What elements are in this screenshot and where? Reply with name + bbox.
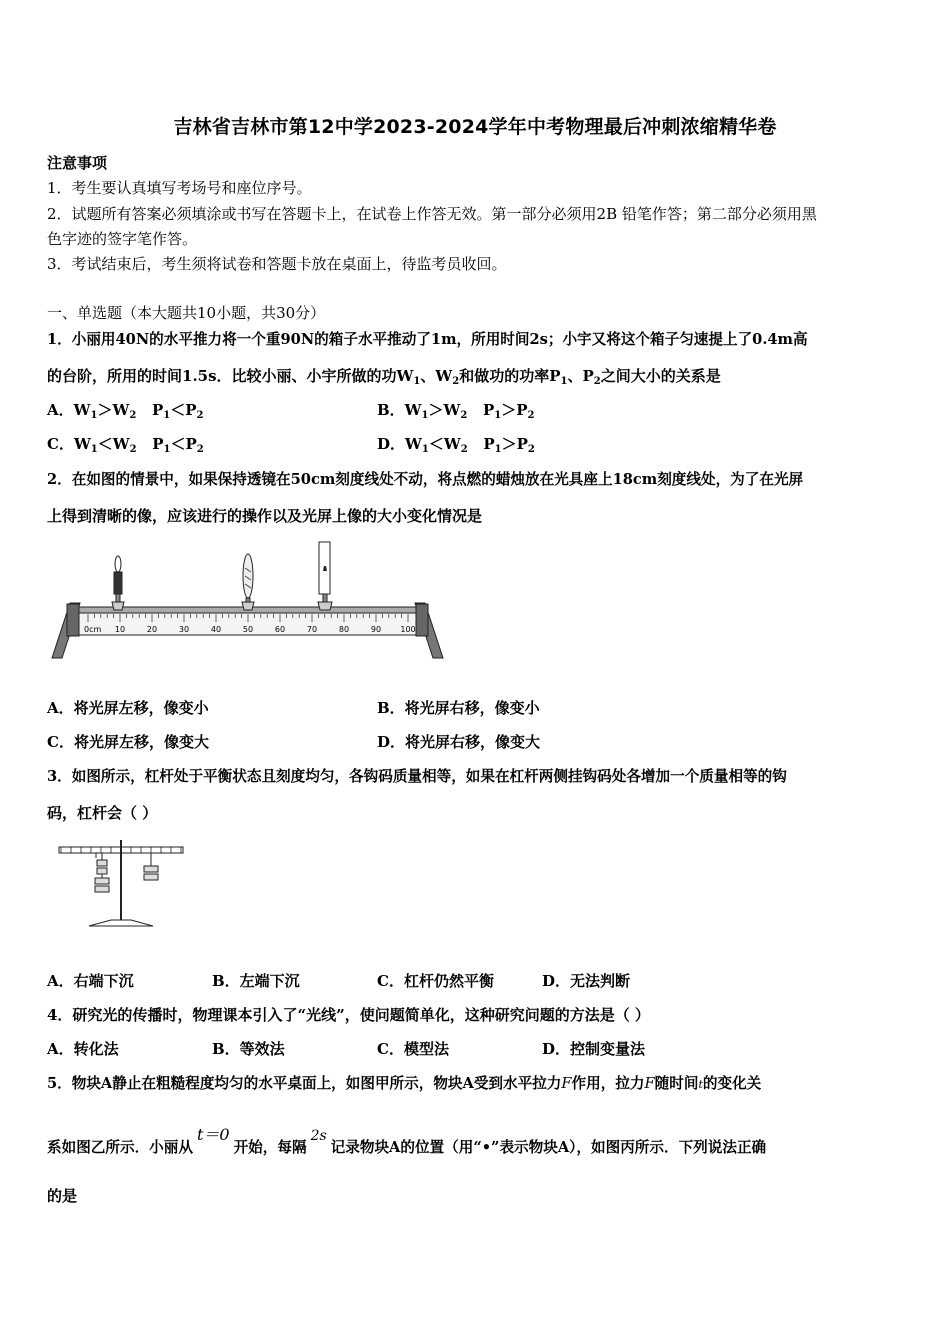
ruler-tick-label: 70 xyxy=(306,625,318,634)
ruler-tick-label: 10 xyxy=(114,625,126,634)
q1-stem-line2: 的台阶，所用的时间1.5s．比较小丽、小宇所做的功$W_1$、$W_2$和做功的功率$P_1$、$P_2$之间大小的关系是 xyxy=(47,367,721,387)
q3-option-a[interactable]: A．右端下沉 xyxy=(47,972,134,990)
q3-option-c[interactable]: C．杠杆仍然平衡 xyxy=(377,972,494,990)
ruler-tick-label: 60 xyxy=(274,625,286,634)
q2-option-c[interactable]: C．将光屏左移，像变大 xyxy=(47,733,209,751)
q1-option-a[interactable]: A．$W_1>W_2$ $P_1<P_2$ xyxy=(47,401,204,421)
lever-base xyxy=(89,920,153,926)
q1-option-d[interactable]: D．$W_1<W_2$ $P_1>P_2$ xyxy=(377,435,535,455)
q2-option-b[interactable]: B．将光屏右移，像变小 xyxy=(377,699,540,717)
weight-left-near-1 xyxy=(97,860,107,866)
q4-option-a[interactable]: A．转化法 xyxy=(47,1040,119,1058)
q5-stem-line3: 的是 xyxy=(47,1187,78,1205)
q4-option-c[interactable]: C．模型法 xyxy=(377,1040,449,1058)
page-title: 吉林省吉林市第12中学2023-2024学年中考物理最后冲刺浓缩精华卷 xyxy=(173,116,777,138)
ruler-tick-label: 90 xyxy=(370,625,382,634)
q4-stem: 4．研究光的传播时，物理课本引入了“光线”，使问题简单化，这种研究问题的方法是（ ） xyxy=(47,1006,650,1024)
q1-option-b[interactable]: B．$W_1>W_2$ $P_1>P_2$ xyxy=(377,401,535,421)
weight-right-1 xyxy=(144,866,158,872)
optical-bench-figure xyxy=(50,538,450,663)
section-heading: 一、单选题（本大题共10小题，共30分） xyxy=(47,304,326,322)
q4-option-b[interactable]: B．等效法 xyxy=(212,1040,285,1058)
weight-left-near-2 xyxy=(97,868,107,874)
bench-right-end xyxy=(416,604,428,636)
q5-stem-line2: 系如图乙所示．小丽从t＝0开始，每隔2s记录物块A的位置（用“•”表示物块A），如图丙所示．下列说法正确 xyxy=(47,1125,767,1156)
bench-left-end xyxy=(67,604,79,636)
notice-item: 1．考生要认真填写考场号和座位序号。 xyxy=(47,179,312,197)
ruler-tick-label: 20 xyxy=(146,625,158,634)
q2-stem-line1: 2．在如图的情景中，如果保持透镜在50cm刻度线处不动，将点燃的蜡烛放在光具座上18cm刻度线处，为了在光屏 xyxy=(47,471,804,488)
q2-option-d[interactable]: D．将光屏右移，像变大 xyxy=(377,733,541,751)
notice-item: 色字迹的签字笔作答。 xyxy=(47,230,198,248)
q2-stem-line2: 上得到清晰的像，应该进行的操作以及光屏上像的大小变化情况是 xyxy=(47,507,483,525)
lever-figure xyxy=(55,838,190,933)
weight-left-far-2 xyxy=(95,886,109,892)
ruler-tick-label: 100 xyxy=(400,625,416,634)
light-screen-icon xyxy=(318,542,332,610)
ruler-tick-label: 50 xyxy=(242,625,254,634)
weight-right-2 xyxy=(144,874,158,880)
weight-left-far-1 xyxy=(95,878,109,884)
ruler-tick-label: 80 xyxy=(338,625,350,634)
q3-option-b[interactable]: B．左端下沉 xyxy=(212,972,300,990)
q1-stem-line1: 1．小丽用40N的水平推力将一个重90N的箱子水平推动了1m，所用时间2s；小宇又将这个箱子匀速提上了0.4m高 xyxy=(47,331,808,348)
q5-stem-line1: 5．物块A静止在粗糙程度均匀的水平桌面上，如图甲所示，物块A受到水平拉力F作用，拉力F随时间t的变化关 xyxy=(47,1075,762,1092)
candle-icon xyxy=(112,556,124,610)
notice-item: 3．考试结束后，考生须将试卷和答题卡放在桌面上，待监考员收回。 xyxy=(47,255,507,273)
notice-item: 2．试题所有答案必须填涂或书写在答题卡上，在试卷上作答无效。第一部分必须用2B 铅笔作答；第二部分必须用黑 xyxy=(47,205,817,223)
notice-heading: 注意事项 xyxy=(47,154,108,172)
ruler-unit-label: 0cm xyxy=(84,625,102,634)
q4-option-d[interactable]: D．控制变量法 xyxy=(542,1040,646,1058)
q2-option-a[interactable]: A．将光屏左移，像变小 xyxy=(47,699,209,717)
q3-stem-line1: 3．如图所示，杠杆处于平衡状态且刻度均匀，各钩码质量相等，如果在杠杆两侧挂钩码处各增加一个质量相等的钩 xyxy=(47,768,787,785)
q3-option-d[interactable]: D．无法判断 xyxy=(542,972,631,990)
q1-option-c[interactable]: C．$W_1<W_2$ $P_1<P_2$ xyxy=(47,435,204,455)
ruler-tick-label: 30 xyxy=(178,625,190,634)
ruler-tick-label: 40 xyxy=(210,625,222,634)
q3-stem-line2: 码，杠杆会（ ） xyxy=(47,804,158,822)
convex-lens-icon xyxy=(242,554,254,610)
